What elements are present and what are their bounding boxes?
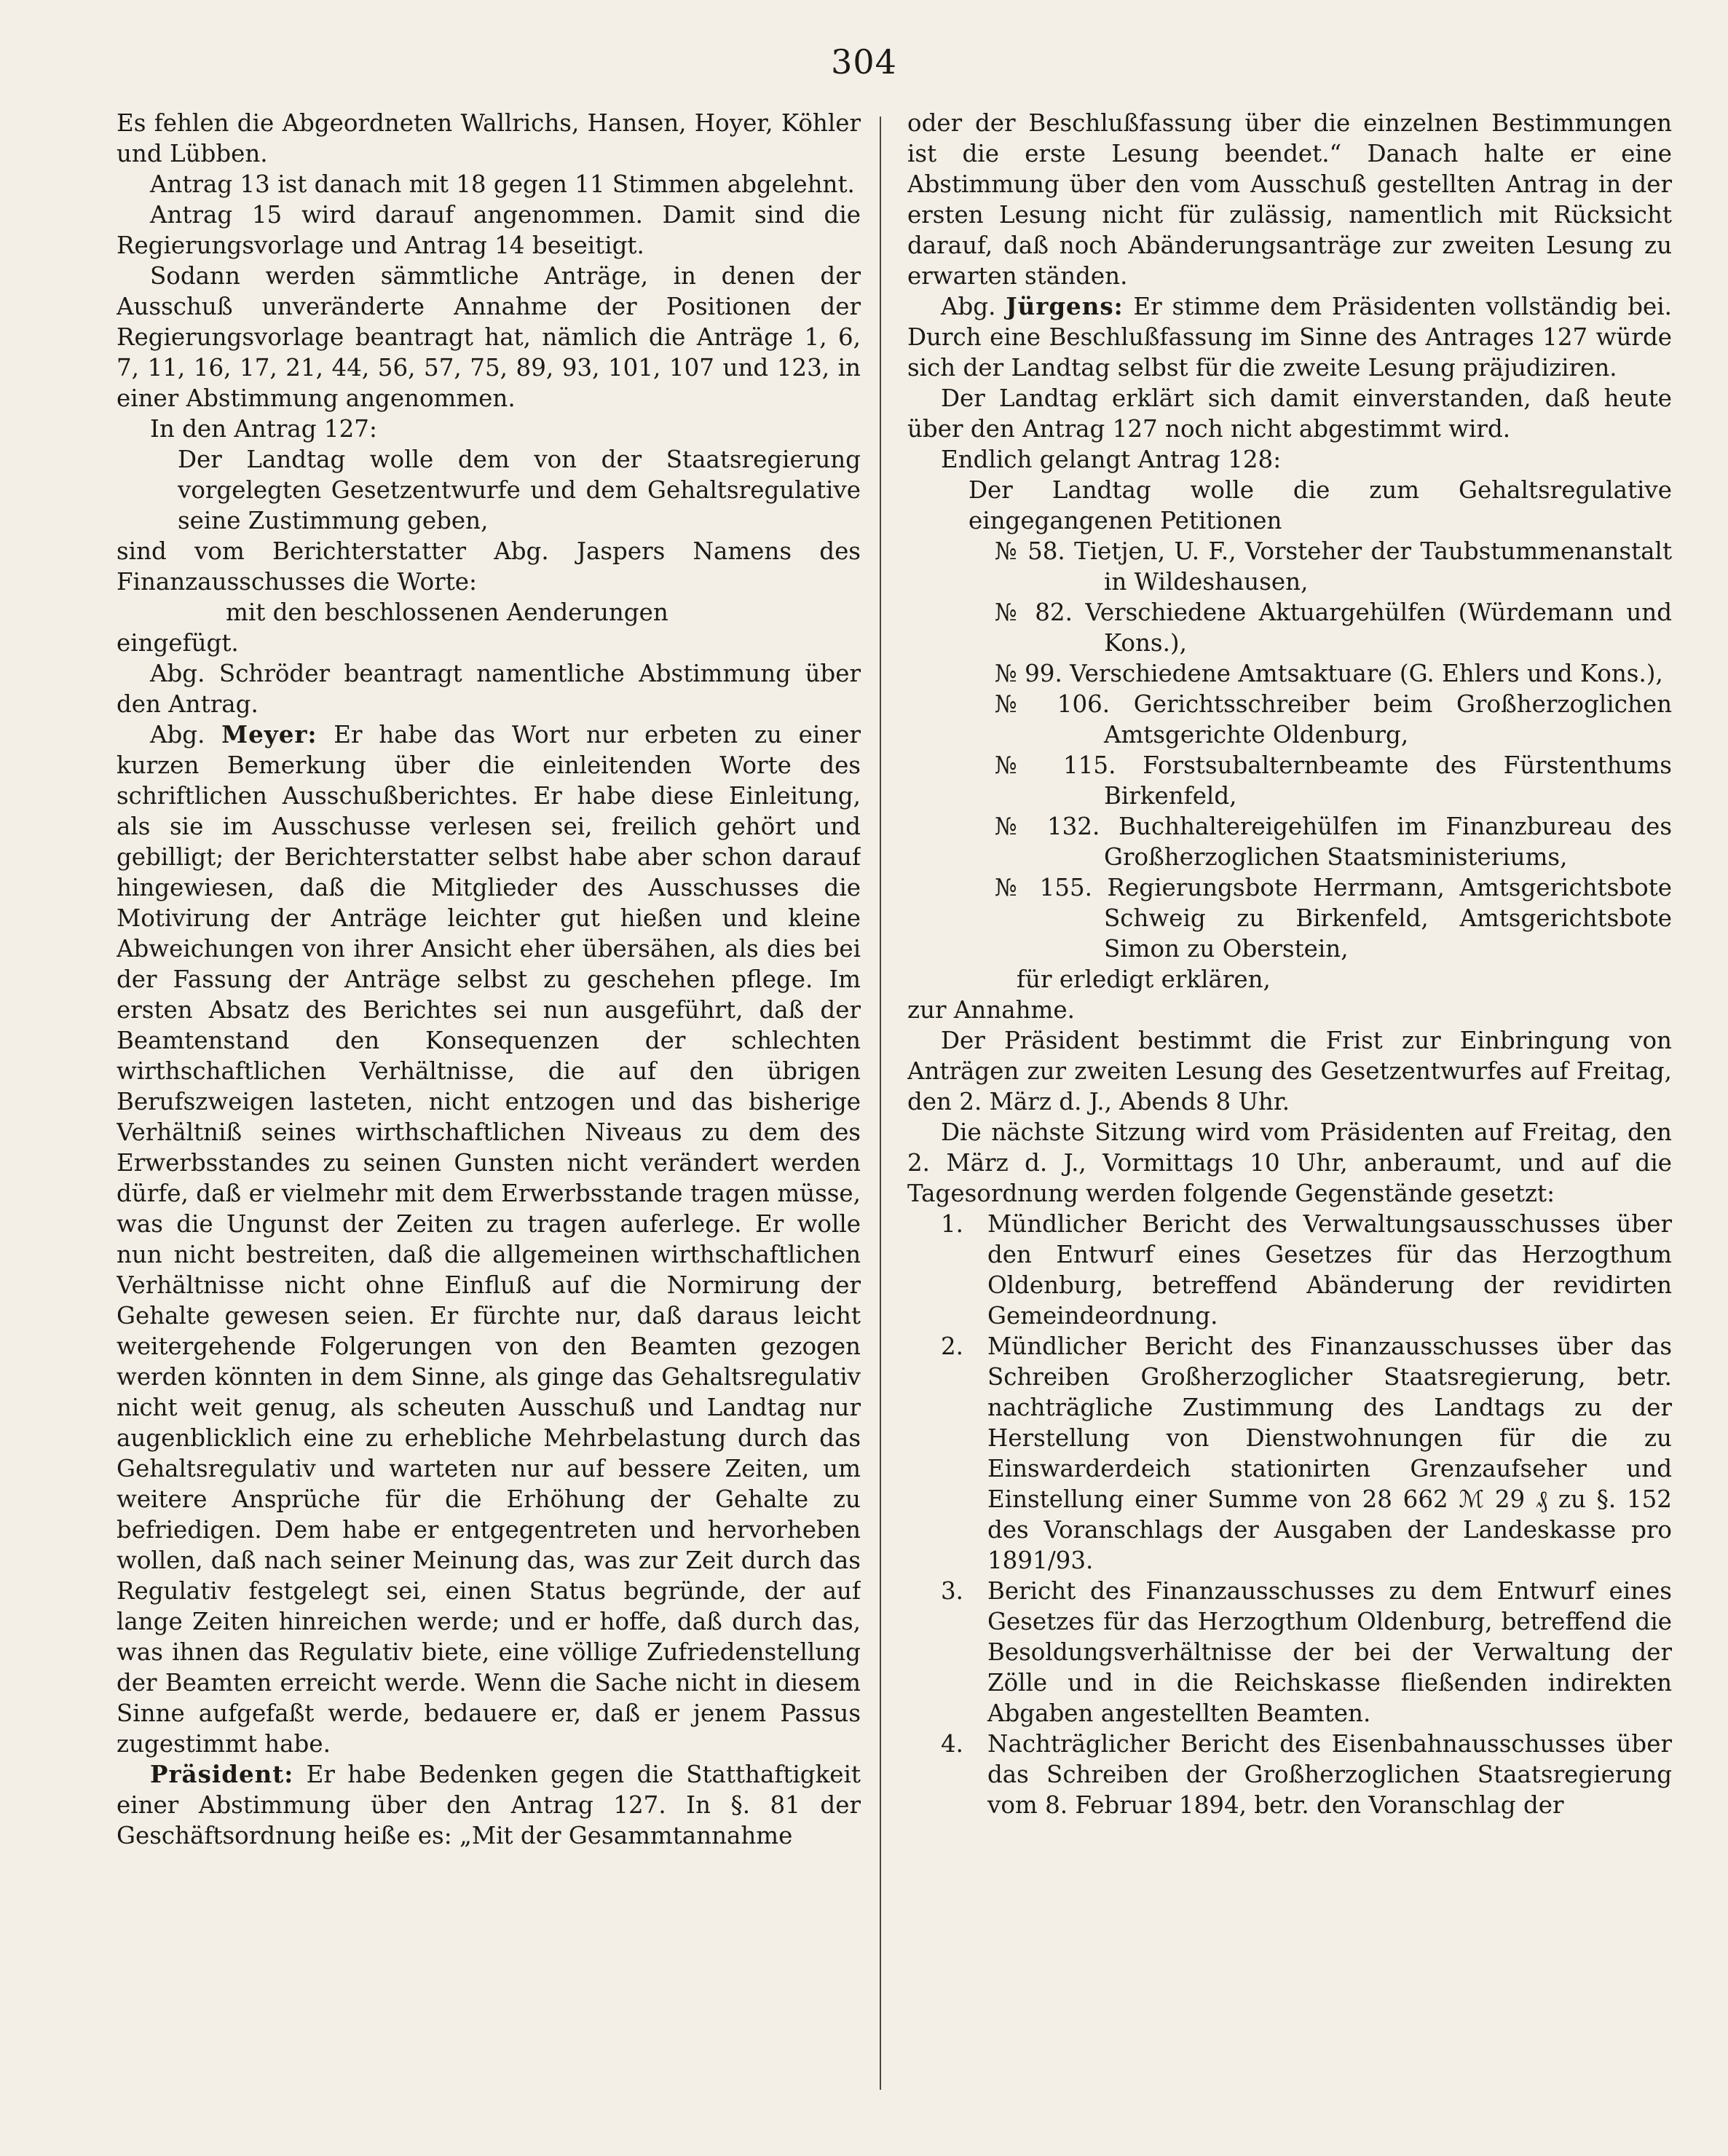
agenda-text: Mündlicher Bericht des Finanzausschusses über das Schreiben Großherzoglicher Staatsregierung, betr. nachträgliche Zustimmung des Landtags zu der Herstellung von Dienstwohnungen für die zu Einswarderdeich stationirten Grenzaufseher und Einstellung einer Summe von 28 662 ℳ 29 ₰ zu §. 152 des Voranschlags der Ausgaben der Landeskasse pro 1891/93.	[987, 1332, 1672, 1574]
motion-quote: Der Landtag wolle dem von der Staatsregierung vorgelegten Gesetzentwurfe und dem Gehaltsregulative seine Zustimmung geben,	[178, 446, 861, 534]
paragraph: eingefügt.	[117, 629, 239, 657]
speech-president	[117, 1759, 861, 1851]
column-divider	[880, 117, 881, 2090]
right-column	[907, 108, 1672, 2090]
speech-prefix: Abg.	[941, 293, 1006, 320]
paragraph: zur Annahme.	[907, 996, 1075, 1024]
agenda-text: Nachträglicher Bericht des Eisenbahnausschusses über das Schreiben der Großherzoglichen Staatsregierung vom 8. Februar 1894, betr. den Voranschlag der	[987, 1730, 1672, 1819]
petition-item: № 115. Forstsubalternbeamte des Fürstenthums Birkenfeld,	[995, 751, 1672, 810]
agenda-number: 1.	[941, 1210, 964, 1238]
paragraph: Sodann werden sämmtliche Anträge, in denen der Ausschuß unveränderte Annahme der Positionen der Regierungsvorlage beantragt hat, nämlich die Anträge 1, 6, 7, 11, 16, 17, 21, 44, 56, 57, 75, 89, 93, 101, 107 und 123, in einer Abstimmung angenommen.	[117, 262, 861, 412]
paragraph: oder der Beschlußfassung über die einzelnen Bestimmungen ist die erste Lesung beendet.“ Danach halte er eine Abstimmung über den vom Ausschuß gestellten Antrag in der ersten Lesung nicht für zulässig, namentlich mit Rücksicht darauf, daß noch Abänderungsanträge zur zweiten Lesung zu erwarten ständen.	[907, 109, 1672, 290]
speech-juergens	[907, 291, 1672, 383]
paragraph: Die nächste Sitzung wird vom Präsidenten auf Freitag, den 2. März d. J., Vormittags 10 Uhr, anberaumt, und auf die Tagesordnung werden folgende Gegenstände gesetzt:	[907, 1118, 1672, 1207]
paragraph: Der Präsident bestimmt die Frist zur Einbringung von Anträgen zur zweiten Lesung des Gesetzentwurfes auf Freitag, den 2. März d. J., Abends 8 Uhr.	[907, 1027, 1672, 1115]
left-column	[117, 108, 861, 2090]
agenda-number: 3.	[941, 1577, 964, 1605]
paragraph: In den Antrag 127:	[150, 415, 377, 443]
speech-prefix: Abg.	[150, 721, 222, 749]
inserted-words: mit den beschlossenen Aenderungen	[226, 599, 668, 626]
paragraph: Der Landtag erklärt sich damit einverstanden, daß heute über den Antrag 127 noch nicht abgestimmt wird.	[907, 384, 1672, 443]
agenda-number: 2.	[941, 1332, 964, 1360]
petition-item: № 58. Tietjen, U. F., Vorsteher der Taubstummenanstalt in Wildeshausen,	[995, 537, 1672, 596]
petition-item: № 155. Regierungsbote Herrmann, Amtsgerichtsbote Schweig zu Birkenfeld, Amtsgerichtsbote Simon zu Oberstein,	[995, 874, 1672, 963]
paragraph: Abg. Schröder beantragt namentliche Abstimmung über den Antrag.	[117, 660, 861, 718]
agenda-item	[907, 1576, 1672, 1729]
petition-item: № 132. Buchhaltereigehülfen im Finanzbureau des Großherzoglichen Staatsministeriums,	[995, 813, 1672, 871]
agenda-number: 4.	[941, 1730, 964, 1758]
page-number: 304	[831, 42, 897, 82]
agenda-item	[907, 1331, 1672, 1576]
speaker-name: Jürgens:	[1006, 292, 1124, 320]
speech-text: Er habe Bedenken gegen die Statthaftigkeit einer Abstimmung über den Antrag 127. In §. 81 der Geschäftsordnung heiße es: „Mit der Gesammtannahme	[117, 1761, 861, 1849]
speaker-name: Meyer:	[221, 720, 317, 749]
speech-meyer	[117, 719, 861, 1759]
agenda-text: Bericht des Finanzausschusses zu dem Entwurf eines Gesetzes für das Herzogthum Oldenburg, betreffend die Besoldungsverhältnisse der bei der Verwaltung der Zölle und in die Reichskasse fließenden indirekten Abgaben angestellten Beamten.	[987, 1577, 1672, 1727]
petition-item: № 82. Verschiedene Aktuargehülfen (Würdemann und Kons.),	[995, 599, 1672, 657]
agenda-item	[907, 1729, 1672, 1820]
speech-text: Er stimme dem Präsidenten vollständig bei. Durch eine Beschlußfassung im Sinne des Antrages 127 würde sich der Landtag selbst für die zweite Lesung präjudiziren.	[907, 293, 1672, 382]
paragraph: sind vom Berichterstatter Abg. Jaspers Namens des Finanzausschusses die Worte:	[117, 537, 861, 596]
paragraph: Es fehlen die Abgeordneten Wallrichs, Hansen, Hoyer, Köhler und Lübben.	[117, 109, 861, 167]
paragraph: für erledigt erklären,	[1017, 966, 1271, 993]
speaker-name: Präsident:	[150, 1760, 294, 1788]
petition-item: № 99. Verschiedene Amtsaktuare (G. Ehlers und Kons.),	[995, 660, 1663, 687]
paragraph: Endlich gelangt Antrag 128:	[941, 446, 1282, 473]
motion-quote: Der Landtag wolle die zum Gehaltsregulative eingegangenen Petitionen	[968, 476, 1672, 534]
agenda-text: Mündlicher Bericht des Verwaltungsausschusses über den Entwurf eines Gesetzes für das Herzogthum Oldenburg, betreffend Abänderung der revidirten Gemeindeordnung.	[987, 1210, 1672, 1330]
agenda-item	[907, 1209, 1672, 1331]
paragraph: Antrag 13 ist danach mit 18 gegen 11 Stimmen abgelehnt.	[150, 170, 855, 198]
petition-item: № 106. Gerichtsschreiber beim Großherzoglichen Amtsgerichte Oldenburg,	[995, 690, 1672, 749]
paragraph: Antrag 15 wird darauf angenommen. Damit sind die Regierungsvorlage und Antrag 14 beseitigt.	[117, 201, 861, 259]
speech-text: Er habe das Wort nur erbeten zu einer kurzen Bemerkung über die einleitenden Worte des schriftlichen Ausschußberichtes. Er habe diese Einleitung, als sie im Ausschusse verlesen sei, freilich gehört und gebilligt; der Berichterstatter selbst habe aber schon darauf hingewiesen, daß die Mitglieder des Ausschusses die Motivirung der Anträge leichter gut hießen und kleine Abweichungen von ihrer Ansicht eher übersähen, als dies bei der Fassung der Anträge selbst zu geschehen pflege. Im ersten Absatz des Berichtes sei nun ausgeführt, daß der Beamtenstand den Konsequenzen der schlechten wirthschaftlichen Verhältnisse, die auf den übrigen Berufszweigen lasteten, nicht entzogen und das bisherige Verhältniß seines wirthschaftlichen Niveaus zu dem des Erwerbsstandes zu seinen Gunsten nicht verändert werden dürfe, daß er vielmehr mit dem Erwerbsstande tragen müsse, was die Ungunst der Zeiten zu tragen auferlege. Er wolle nun nicht bestreiten, daß die allgemeinen wirthschaftlichen Verhältnisse nicht ohne Einfluß auf die Normirung der Gehalte gewesen seien. Er fürchte nur, daß daraus leicht weitergehende Folgerungen von den Beamten gezogen werden könnten in dem Sinne, als ginge das Gehaltsregulativ nicht weit genug, als scheuten Ausschuß und Landtag nur augenblicklich eine zu erhebliche Mehrbelastung durch das Gehaltsregulativ und warteten nur auf bessere Zeiten, um weitere Ansprüche für die Erhöhung der Gehalte zu befriedigen. Dem habe er entgegentreten und hervorheben wollen, daß nach seiner Meinung das, was zur Zeit durch das Regulativ festgelegt sei, einen Status begründe, der auf lange Zeiten hinreichen werde; und er hoffe, daß durch das, was ihnen das Regulativ biete, eine völlige Zufriedenstellung der Beamten erreicht werde. Wenn die Sache nicht in diesem Sinne aufgefaßt werde, bedauere er, daß er jenem Passus zugestimmt habe.	[117, 721, 861, 1758]
